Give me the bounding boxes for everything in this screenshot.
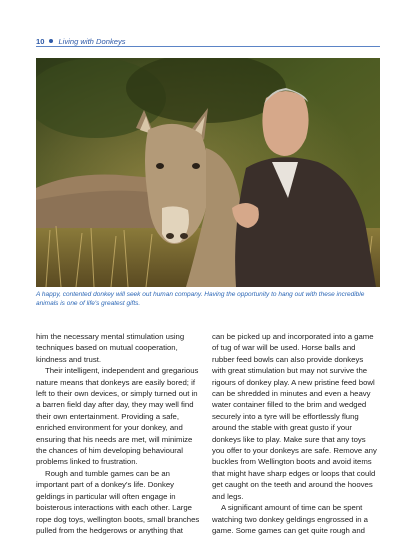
paragraph: Rough and tumble games can be an important part of a donkey's life. Donkey geldings in particular will often engage in boisterous interactions with each other. Large rope dog toys, wellington boots, small branches pulled from the hedgerows or anything that — [36, 468, 200, 535]
paragraph: can be picked up and incorporated into a game of tug of war will be used. Horse balls and rubber feed bowls can also provide donkeys with great stimulation but may not survive the rigours of donkey play. A new pristine feed bowl can be shredded in minutes and even a heavy water container filled to the brim and wedged securely into a tyre will be effortlessly flung around the stable with great gusto if your donkeys like to play. Make sure that any toys you offer to your donkeys are safe. Remove any buckles from Wellington boots and avoid items that might have sharp edges or loops that could get caught on the teeth and around the hooves and legs. — [212, 332, 377, 501]
figure-caption: A happy, contented donkey will seek out human company. Having the opportunity to hang out with these incredible animals is one of life's greatest gifts. — [36, 291, 365, 307]
body-column-left — [36, 331, 202, 536]
donkey-photo — [36, 58, 380, 287]
bullet-separator — [49, 39, 53, 43]
header-rule — [36, 46, 380, 47]
paragraph: him the necessary mental stimulation using techniques based on mutual cooperation, kindness and trust. — [36, 332, 185, 364]
paragraph: Their intelligent, independent and gregarious nature means that donkeys are easily bored; if left to their own devices, or simply turned out in a barren field day after day, they may well find their own entertainment. Providing a safe, enriched environment for your donkey, and ensuring that his needs are met, will minimize the chances of him developing behavioural problems linked to frustration. — [36, 366, 199, 467]
page-number: 10 — [36, 36, 45, 46]
running-title: Living with Donkeys — [58, 36, 126, 46]
paragraph: A significant amount of time can be spent watching two donkey geldings engrossed in a game. Some games can get quite rough and — [212, 503, 368, 535]
body-column-right — [212, 331, 378, 536]
